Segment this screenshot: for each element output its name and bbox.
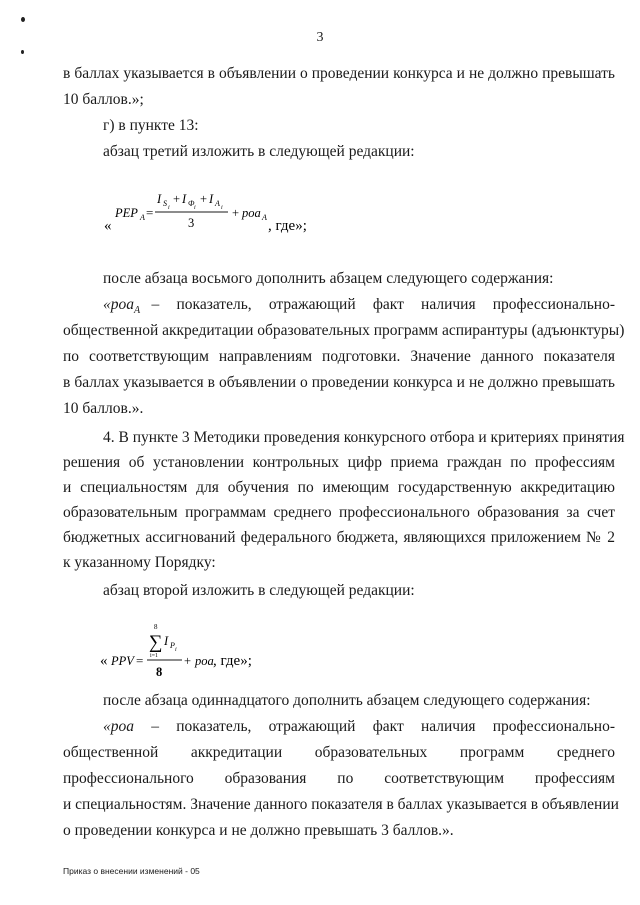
line-text: в баллах указывается в объявлении о проведении конкурса и не должно превышать	[63, 374, 615, 391]
text-line	[63, 528, 615, 548]
text-line	[63, 769, 615, 789]
formula-tail: , где»;	[213, 653, 252, 669]
formula-num-c: I	[209, 192, 214, 206]
line-text: после абзаца одиннадцатого дополнить абзацем следующего содержания:	[103, 692, 591, 709]
line-text: абзац второй изложить в следующей редакции:	[103, 582, 415, 599]
formula-plus: +	[184, 654, 192, 668]
formula-den: 8	[156, 665, 163, 679]
formula-num-a-subsub: i	[168, 205, 170, 211]
formula-sum-upper: 8	[154, 623, 158, 631]
page-number: 3	[316, 30, 324, 45]
line-text: общественной аккредитации образовательных программ среднего	[63, 744, 615, 761]
formula-num-b: I	[182, 192, 187, 206]
formula-lhs: РЕР	[115, 206, 138, 220]
formula-num-b-sub: Ф	[188, 199, 195, 208]
term-lead: «роа	[103, 296, 134, 313]
formula-num-c-subsub: i	[221, 205, 223, 211]
text-line	[103, 269, 615, 289]
formula-open-quote: «	[100, 653, 108, 669]
formula-extra: роа	[195, 654, 214, 668]
formula-plus: +	[200, 192, 208, 206]
text-line	[103, 142, 615, 162]
formula-lhs-sub: А	[140, 213, 145, 222]
text-line	[63, 503, 615, 523]
formula-extra-sub: А	[262, 213, 267, 222]
line-text: к указанному Порядку:	[63, 554, 216, 571]
formula-ppv	[96, 620, 296, 682]
scan-mark	[21, 50, 24, 54]
line-text: 4. В пункте 3 Методики проведения конкурсного отбора и критериях принятия	[103, 429, 625, 446]
formula-num-b-subsub: i	[194, 205, 196, 211]
text-line	[103, 691, 615, 711]
text-line	[63, 90, 615, 110]
line-text: бюджетных ассигнований федерального бюджета, являющихся приложением № 2	[63, 529, 615, 546]
formula-eq: =	[146, 205, 154, 220]
formula-eq: =	[136, 653, 144, 668]
line-text: и специальностям. Значение данного показателя в баллах указывается в объявлении	[63, 796, 619, 813]
formula-term-sub: P	[170, 641, 175, 650]
sigma-icon: ∑	[149, 632, 163, 653]
text-line	[103, 116, 615, 136]
formula-open-quote: «	[104, 218, 112, 234]
line-text: – показатель, отражающий факт наличия профессионально-	[134, 718, 615, 735]
line-text: 10 баллов.».	[63, 400, 144, 417]
text-line	[103, 295, 615, 321]
text-line	[103, 581, 615, 601]
line-text: образовательным программам среднего профессионального образования за счет	[63, 504, 615, 521]
text-line	[63, 821, 615, 841]
text-line	[63, 453, 615, 473]
term-subscript: А	[134, 305, 141, 317]
line-text: – показатель, отражающий факт наличия профессионально-	[140, 296, 615, 313]
text-line	[103, 428, 625, 448]
line-text: и специальностям для обучения по имеющим государственную аккредитацию	[63, 479, 615, 496]
text-line	[63, 373, 615, 393]
line-text: профессионального образования по соответствующим профессиям	[63, 770, 615, 787]
text-line	[63, 795, 619, 815]
text-line	[63, 399, 615, 419]
formula-term-subsub: i	[175, 647, 177, 653]
formula-num-a: I	[157, 192, 162, 206]
text-line	[63, 321, 625, 341]
formula-num-c-sub: А	[215, 199, 220, 208]
formula-extra: роа	[242, 206, 261, 220]
formula-lhs: PPV	[111, 654, 134, 668]
text-line	[63, 347, 615, 367]
line-text: после абзаца восьмого дополнить абзацем следующего содержания:	[103, 270, 554, 287]
formula-sum-lower: i=1	[150, 653, 159, 659]
line-text: г) в пункте 13:	[103, 117, 199, 134]
text-line	[63, 478, 615, 498]
scan-mark	[21, 17, 25, 22]
footer-note: Приказ о внесении изменений - 05	[63, 866, 200, 876]
formula-den: 3	[188, 216, 195, 230]
formula-plus: +	[173, 192, 181, 206]
text-line	[103, 717, 615, 737]
formula-num-a-sub: S	[163, 199, 167, 208]
line-text: по соответствующим направлениям подготовки. Значение данного показателя	[63, 348, 615, 365]
line-text: в баллах указывается в объявлении о проведении конкурса и не должно превышать	[63, 65, 615, 82]
formula-tail: , где»;	[268, 218, 307, 234]
formula-rep	[100, 186, 330, 238]
line-text: абзац третий изложить в следующей редакции:	[103, 143, 415, 160]
line-text: решения об установлении контрольных цифр приема граждан по профессиям	[63, 454, 615, 471]
line-text: общественной аккредитации образовательных программ аспирантуры (адъюнктуры)	[63, 322, 625, 339]
text-line	[63, 64, 615, 84]
text-line	[63, 743, 615, 763]
formula-term: I	[164, 634, 169, 648]
text-line	[63, 553, 615, 573]
line-text: о проведении конкурса и не должно превышать 3 баллов.».	[63, 822, 454, 839]
formula-plus: +	[232, 206, 240, 220]
term-lead: «роа	[103, 718, 134, 735]
line-text: 10 баллов.»;	[63, 91, 144, 108]
